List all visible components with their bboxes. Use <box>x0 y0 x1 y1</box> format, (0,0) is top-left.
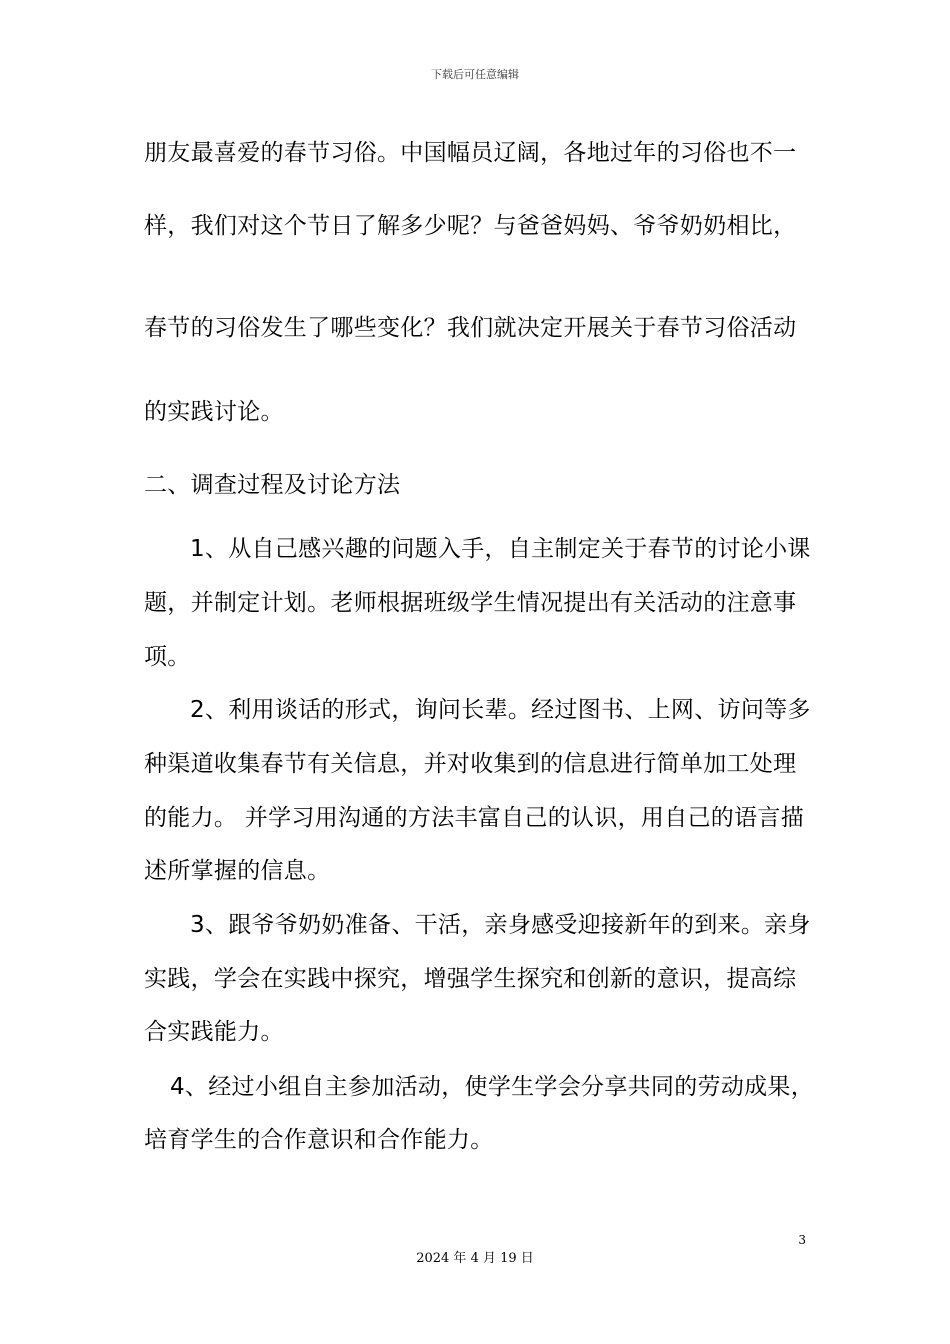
intro-line-4: 的实践讨论。 <box>144 399 284 425</box>
item3-line-1: 3、跟爷爷奶奶准备、干活，亲身感受迎接新年的到来。亲身 <box>190 912 811 938</box>
intro-line-1: 朋友最喜爱的春节习俗。中国幅员辽阔，各地过年的习俗也不一 <box>144 140 797 166</box>
page-number: 3 <box>798 1233 806 1247</box>
item1-line-3: 项。 <box>144 644 191 670</box>
item1-line-2: 题，并制定计划。老师根据班级学生情况提出有关活动的注意事 <box>144 590 797 616</box>
item1-line-1: 1、从自己感兴趣的问题入手，自主制定关于春节的讨论小课 <box>190 536 811 562</box>
item2-line-1: 2、利用谈话的形式，询问长辈。经过图书、上网、访问等多 <box>190 697 811 723</box>
item2-line-4: 述所掌握的信息。 <box>144 858 331 884</box>
item4-line-2: 培育学生的合作意识和合作能力。 <box>144 1127 494 1153</box>
item2-line-3: 的能力。 并学习用沟通的方法丰富自己的认识，用自己的语言描 <box>144 805 805 831</box>
item3-line-3: 合实践能力。 <box>144 1019 284 1045</box>
item4-line-1: 4、经过小组自主参加活动，使学生学会分享共同的劳动成果， <box>170 1074 815 1100</box>
section-heading: 二、调查过程及讨论方法 <box>144 472 401 498</box>
intro-line-2: 样，我们对这个节日了解多少呢？与爸爸妈妈、爷爷奶奶相比， <box>144 213 797 239</box>
item2-line-2: 种渠道收集春节有关信息，并对收集到的信息进行简单加工处理 <box>144 751 797 777</box>
footer-date: 2024 年 4 月 19 日 <box>416 1251 534 1266</box>
header-note: 下载后可任意编辑 <box>431 68 519 81</box>
item3-line-2: 实践，学会在实践中探究，增强学生探究和创新的意识，提高综 <box>144 966 797 992</box>
intro-line-3: 春节的习俗发生了哪些变化？我们就决定开展关于春节习俗活动 <box>144 315 797 341</box>
